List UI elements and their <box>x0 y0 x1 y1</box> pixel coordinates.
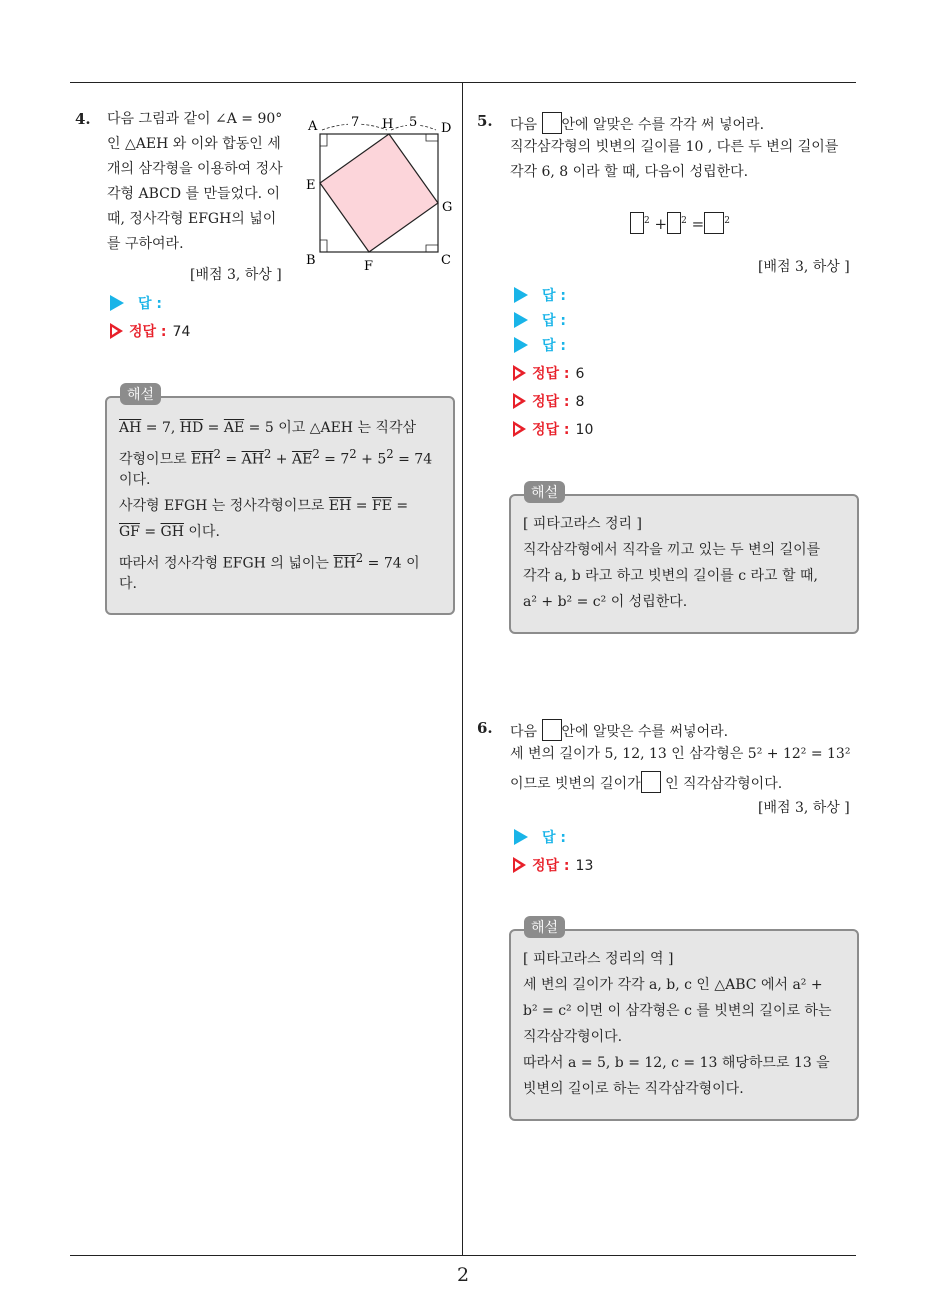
q5-equation: $^2$ + $^2$ = $^2$ <box>630 212 730 234</box>
q4-explanation-box <box>105 396 455 615</box>
q5-exp-line-1: [ 피타고라스 정리 ] <box>523 516 642 532</box>
eq-blank-1 <box>630 212 644 234</box>
q5-explanation-box <box>509 494 859 634</box>
label-g: G <box>442 200 453 215</box>
q4-points: [배점 3, 하상 ] <box>190 267 282 283</box>
q5-exp-line-2: 직각삼각형에서 직각을 끼고 있는 두 변의 길이를 <box>523 542 821 558</box>
q4-answer-row[interactable]: 답 : <box>110 293 162 313</box>
q5-line-2: 직각삼각형의 빗변의 길이를 10 , 다른 두 변의 길이를 <box>510 139 839 155</box>
q6-explanation-tab: 해설 <box>524 916 565 938</box>
q4-explanation-tab: 해설 <box>120 383 161 405</box>
q6-correct-row: 정답 : 13 <box>513 855 593 875</box>
blank-box <box>641 771 661 793</box>
blank-box <box>542 112 562 134</box>
q6-exp-line-1: [ 피타고라스 정리의 역 ] <box>523 951 674 967</box>
answer-arrow-icon <box>110 295 124 311</box>
q4-line-2: 인 △AEH 와 이와 합동인 세 <box>107 136 281 152</box>
eq-blank-3 <box>704 212 724 234</box>
q4-square-figure <box>300 108 460 278</box>
q5-explanation-tab: 해설 <box>524 481 565 503</box>
correct-arrow-icon <box>513 421 526 437</box>
q6-exp-line-6: 빗변의 길이로 하는 직각삼각형이다. <box>523 1081 744 1097</box>
q6-answer-row[interactable]: 답 : <box>514 827 566 847</box>
q4-exp-line-4: 사각형 EFGH 는 정사각형이므로 $\overline{EH} = \overline{FE}$ = <box>119 498 409 514</box>
label-d: D <box>441 121 452 136</box>
q5-answer-row-2[interactable]: 답 : <box>514 310 566 330</box>
q5-number: 5. <box>477 112 493 130</box>
q4-exp-line-2: 각형이므로 $\overline{EH}^2 = \overline{AH}^2 + \overline{AE}^2 = 7^2 + 5^2 = 74$ <box>119 447 433 468</box>
q4-exp-line-7: 다. <box>119 576 137 592</box>
correct-arrow-icon <box>110 323 123 339</box>
q5-line-3: 각각 6, 8 이라 할 때, 다음이 성립한다. <box>510 164 749 180</box>
correct-arrow-icon <box>513 393 526 409</box>
q6-exp-line-2: 세 변의 길이가 각각 a, b, c 인 △ABC 에서 a² + <box>523 977 823 993</box>
q6-points: [배점 3, 하상 ] <box>758 800 850 816</box>
label-c: C <box>441 253 451 268</box>
q5-correct-row-2: 정답 : 8 <box>513 391 584 411</box>
q5-answer-row-3[interactable]: 답 : <box>514 335 566 355</box>
q4-line-3: 개의 삼각형을 이용하여 정사 <box>107 161 283 177</box>
q4-line-4: 각형 ABCD 를 만들었다. 이 <box>107 186 281 202</box>
q6-line-1: 다음 안에 알맞은 수를 써넣어라. <box>510 719 728 742</box>
eq-blank-2 <box>667 212 681 234</box>
q6-explanation-box <box>509 929 859 1121</box>
q4-line-6: 를 구하여라. <box>107 236 184 252</box>
q5-exp-line-3: 각각 a, b 라고 하고 빗변의 길이를 c 라고 할 때, <box>523 568 818 584</box>
label-b: B <box>306 253 316 268</box>
label-e: E <box>306 178 316 193</box>
q5-exp-line-4: a² + b² = c² 이 성립한다. <box>523 594 688 610</box>
answer-arrow-icon <box>514 337 528 353</box>
q4-exp-line-6: 따라서 정사각형 EFGH 의 넓이는 $\overline{EH}^2 = 74$ 이 <box>119 551 420 572</box>
answer-arrow-icon <box>514 312 528 328</box>
label-h: H <box>382 117 394 132</box>
top-rule <box>70 82 856 83</box>
q5-answer-row-1[interactable]: 답 : <box>514 285 566 305</box>
q4-number: 4. <box>75 110 91 128</box>
q5-line-1: 다음 안에 알맞은 수를 각각 써 넣어라. <box>510 112 764 135</box>
q4-exp-line-1: $\overline{AH} = 7$, $\overline{HD} = \overline{AE} = 5$ 이고 △AEH 는 직각삼 <box>119 420 416 436</box>
q6-exp-line-3: b² = c² 이면 이 삼각형은 c 를 빗변의 길이로 하는 <box>523 1003 832 1019</box>
q4-exp-line-5: $\overline{GF} = \overline{GH}$ 이다. <box>119 524 220 540</box>
answer-arrow-icon <box>514 829 528 845</box>
bottom-rule <box>70 1255 856 1256</box>
q6-line-3: 이므로 빗변의 길이가 인 직각삼각형이다. <box>510 771 782 794</box>
q5-correct-row-1: 정답 : 6 <box>513 363 584 383</box>
len-7: 7 <box>351 115 360 130</box>
label-a: A <box>308 119 318 134</box>
q6-line-2: 세 변의 길이가 5, 12, 13 인 삼각형은 5² + 12² = 13² <box>510 746 851 762</box>
q6-exp-line-5: 따라서 a = 5, b = 12, c = 13 해당하므로 13 을 <box>523 1055 830 1071</box>
blank-box <box>542 719 562 741</box>
q4-correct-row: 정답 : 74 <box>110 321 190 341</box>
column-divider <box>462 82 463 1256</box>
q5-correct-row-3: 정답 : 10 <box>513 419 593 439</box>
q4-exp-line-3: 이다. <box>119 472 151 488</box>
q5-points: [배점 3, 하상 ] <box>758 259 850 275</box>
q4-line-1: 다음 그림과 같이 ∠A = 90° <box>107 111 283 127</box>
label-f: F <box>364 259 374 274</box>
correct-arrow-icon <box>513 857 526 873</box>
q4-line-5: 때, 정사각형 EFGH의 넓이 <box>107 211 277 227</box>
answer-arrow-icon <box>514 287 528 303</box>
page-number: 2 <box>456 1264 470 1286</box>
q6-number: 6. <box>477 719 493 737</box>
q6-exp-line-4: 직각삼각형이다. <box>523 1029 623 1045</box>
correct-arrow-icon <box>513 365 526 381</box>
square-efgh <box>320 134 438 252</box>
len-5: 5 <box>409 115 418 130</box>
